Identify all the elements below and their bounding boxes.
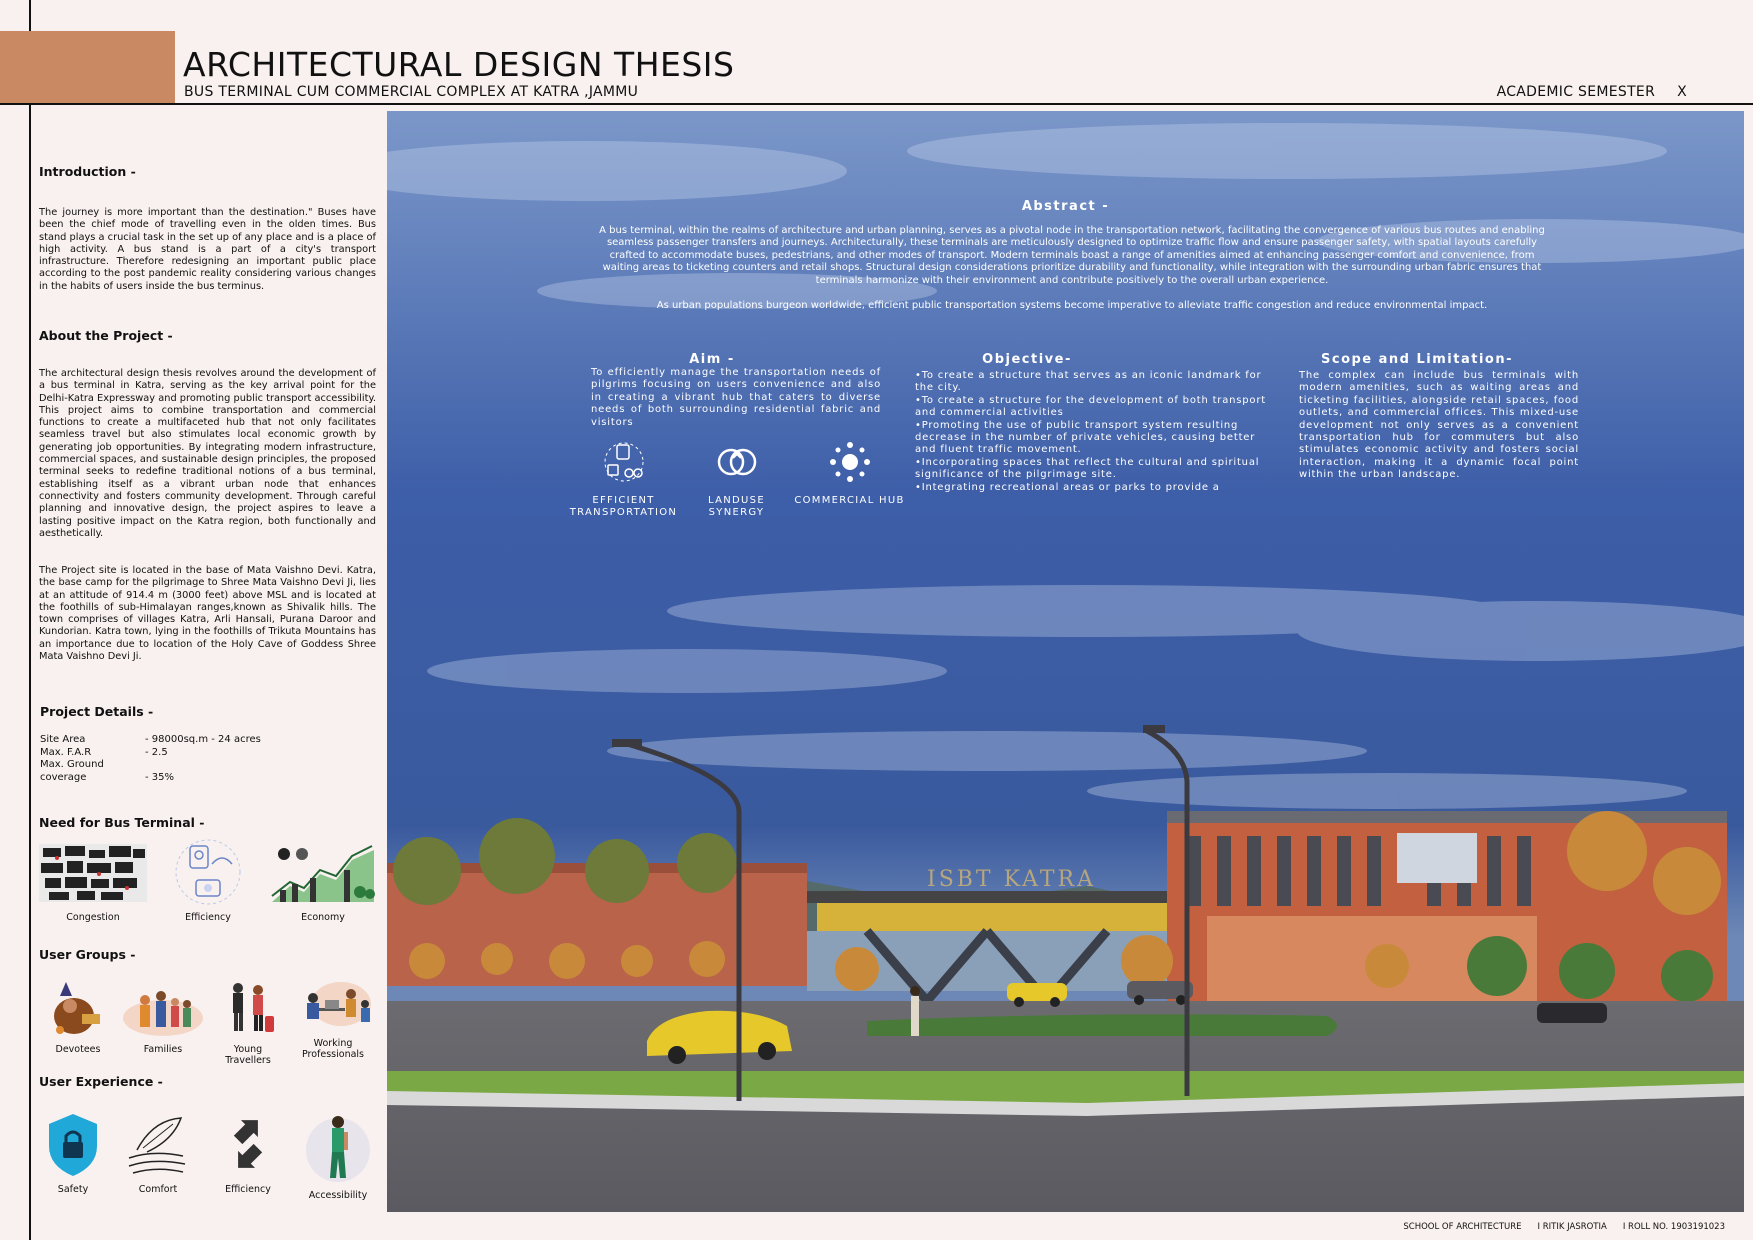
efficient-transportation-item bbox=[567, 441, 680, 519]
detail-row: Max. F.A.R - 2.5 bbox=[40, 746, 168, 758]
abstract-heading: Abstract - bbox=[1021, 199, 1110, 214]
need-label: Economy bbox=[301, 912, 345, 923]
hub-burst-icon bbox=[829, 441, 871, 483]
families-icon bbox=[121, 978, 205, 1040]
landuse-synergy-item bbox=[680, 441, 793, 519]
experience-label: Comfort bbox=[138, 1184, 178, 1195]
congestion-icon bbox=[37, 836, 149, 908]
economy-icon bbox=[270, 836, 376, 908]
experience-icons bbox=[38, 1110, 378, 1201]
page-title: ARCHITECTURAL DESIGN THESIS bbox=[183, 45, 735, 84]
aim-icon-label: COMMERCIAL HUB bbox=[794, 495, 905, 506]
footer-roll: I ROLL NO. 1903191023 bbox=[1622, 1222, 1725, 1232]
footer-school: SCHOOL OF ARCHITECTURE bbox=[1403, 1222, 1522, 1232]
aim-icon-label: LANDUSE SYNERGY bbox=[708, 495, 765, 518]
group-label: Young Travellers bbox=[225, 1044, 271, 1066]
need-label: Efficiency bbox=[185, 912, 231, 923]
objective-heading: Objective- bbox=[982, 352, 1072, 367]
abstract-text: A bus terminal, within the realms of architecture and urban planning, serves as a pivotal node in the transportation network, facilitating the convergence of various bus routes and enabling seamless passenger transfers and journeys. Architecturally, these terminals are meticulously designed to optimize traffic flow and ensure passenger safety, with spatial layouts carefully crafted to accommodate buses, pedestrians, and other modes of transport. Modern terminals boast a range of amenities aimed at enhancing passenger comfort and convenience, from waiting areas to ticketing counters and retail shops. Structural design considerations prioritize durability and functionality, while integration with the surrounding urban fabric ensures that terminals harmonize with their environment and contribute positively to the overall urban experience. bbox=[599, 225, 1545, 286]
need-icons bbox=[38, 836, 378, 923]
efficiency-exp-item bbox=[208, 1110, 288, 1201]
need-heading: Need for Bus Terminal - bbox=[39, 815, 205, 830]
details-heading: Project Details - bbox=[40, 704, 154, 719]
group-label: Working Professionals bbox=[301, 1038, 365, 1060]
devotees-item bbox=[38, 978, 118, 1066]
header-rule bbox=[0, 103, 1753, 105]
accessibility-item bbox=[298, 1110, 378, 1201]
detail-row: coverage - 35% bbox=[40, 771, 175, 783]
working-professionals-icon bbox=[291, 978, 375, 1034]
arrows-exchange-icon bbox=[218, 1110, 278, 1180]
experience-label: Safety bbox=[57, 1184, 89, 1195]
project-details bbox=[40, 734, 261, 784]
footer-name: I RITIK JASROTIA bbox=[1537, 1222, 1607, 1232]
comfort-item bbox=[118, 1110, 198, 1201]
abstract-text-2: As urban populations burgeon worldwide, efficient public transportation systems become imperative to alleviate traffic congestion and reduce environmental impact. bbox=[656, 300, 1488, 311]
young-travellers-icon bbox=[218, 978, 278, 1040]
objective-text: •To create a structure that serves as an iconic landmark for the city. •To create a structure for the development of both transport and commercial activities •Promoting the use of public transport system resulting decrease in the number of private vehicles, causing better and fluent traffic movement. •Incorporating spaces that reflect the cultural and spiritual significance of the pilgrimage site. •Integrating recreational areas or parks to provide a bbox=[915, 370, 1266, 493]
detail-row: Max. Ground bbox=[40, 759, 104, 770]
groups-heading: User Groups - bbox=[39, 947, 136, 962]
page-subtitle: BUS TERMINAL CUM COMMERCIAL COMPLEX AT KATRA ,JAMMU bbox=[184, 84, 639, 100]
semester-label-text: ACADEMIC SEMESTER bbox=[1496, 84, 1656, 100]
experience-label: Accessibility bbox=[308, 1190, 368, 1201]
header-accent-block bbox=[0, 31, 175, 104]
devotees-icon bbox=[48, 978, 108, 1040]
aim-icon-label: EFFICIENT TRANSPORTATION bbox=[569, 495, 678, 518]
group-label: Devotees bbox=[55, 1044, 101, 1055]
congestion-item bbox=[38, 836, 148, 923]
terminal-sign: ISBT KATRA bbox=[927, 867, 1096, 892]
aim-text: To efficiently manage the transportation needs of pilgrims focusing on users convenience and also in creating a vibrant hub that caters to diverse needs of both surrounding residential fabric and visitors bbox=[591, 367, 881, 428]
bus-bike-icon bbox=[603, 441, 645, 483]
working-professionals-item bbox=[288, 978, 378, 1066]
detail-row: Site Area - 98000sq.m - 24 acres bbox=[40, 734, 261, 745]
aim-heading: Aim - bbox=[689, 352, 735, 367]
synergy-cycle-icon bbox=[716, 441, 758, 483]
intro-text: The journey is more important than the destination." Buses have been the chief mode of travelling even in the olden times. Bus stand plays a crucial task in the set up of any place and is a place of high activity. A bus stand is a part of a city's transport infrastructure. Therefore redesigning an important public place according to the post pandemic reality considering various changes in the habits of users inside the bus terminus. bbox=[39, 207, 376, 292]
left-border-line bbox=[29, 0, 31, 1240]
aim-icons bbox=[567, 441, 906, 519]
semester-label bbox=[1497, 84, 1687, 100]
site-text: The Project site is located in the base of Mata Vaishno Devi. Katra, the base camp for the pilgrimage to Shree Mata Vaishno Devi Ji, lies at an attitude of 914.4 m (3000 feet) above MSL and is located at the foothills of sub-Himalayan ranges,known as Shivalik hills. The town comprises of villages Katra, Arli Hansali, Purana Daroor and Kundorian. Katra town, lying in the foothills of Trikuta Mountains has an importance due to location of the Holy Cave of Goddess Shree Mata Vaishno Devi Ji. bbox=[39, 565, 376, 663]
accessibility-person-icon bbox=[303, 1110, 373, 1186]
commercial-hub-item bbox=[793, 441, 906, 519]
about-heading: About the Project - bbox=[39, 328, 173, 343]
young-travellers-item bbox=[208, 978, 288, 1066]
scope-text: The complex can include bus terminals with modern amenities, such as waiting areas and ticketing facilities, alongside retail spaces, food outlets, and commercial offices. This mixed-use development not only serves as a convenient transportation hub for commuters but also stimulates economic activity and fosters social interaction, making it a dynamic focal point within the urban landscape. bbox=[1299, 370, 1579, 481]
group-label: Families bbox=[143, 1044, 183, 1055]
feather-comfort-icon bbox=[123, 1110, 193, 1180]
economy-item bbox=[268, 836, 378, 923]
safety-item bbox=[38, 1110, 108, 1201]
shield-lock-icon bbox=[45, 1110, 101, 1180]
semester-value: X bbox=[1677, 84, 1687, 100]
efficiency-icon bbox=[168, 836, 248, 908]
render-panel bbox=[387, 111, 1744, 1212]
about-text: The architectural design thesis revolves around the development of a bus terminal in Katra, serving as the key arrival point for the Delhi-Katra Expressway and promoting public transport accessibility. This project aims to combine transportation and commercial functions to create a multifaceted hub that not only facilitates seamless travel but also stimulates local economic growth by generating job opportunities. By integrating modern infrastructure, commercial spaces, and sustainable design principles, the proposed terminal seeks to redefine traditional notions of a bus terminal, establishing itself as a vibrant urban node that enhances connectivity and fosters community development. Through careful planning and innovative design, the project aspires to leave a lasting positive impact on the Katra region, both functionally and aesthetically. bbox=[39, 368, 376, 539]
families-item bbox=[118, 978, 208, 1066]
efficiency-item bbox=[153, 836, 263, 923]
experience-label: Efficiency bbox=[225, 1184, 271, 1195]
intro-heading: Introduction - bbox=[39, 164, 136, 179]
scope-heading: Scope and Limitation- bbox=[1321, 352, 1513, 367]
experience-heading: User Experience - bbox=[39, 1074, 163, 1089]
footer bbox=[1403, 1222, 1725, 1232]
need-label: Congestion bbox=[66, 912, 120, 923]
group-icons bbox=[38, 978, 378, 1066]
